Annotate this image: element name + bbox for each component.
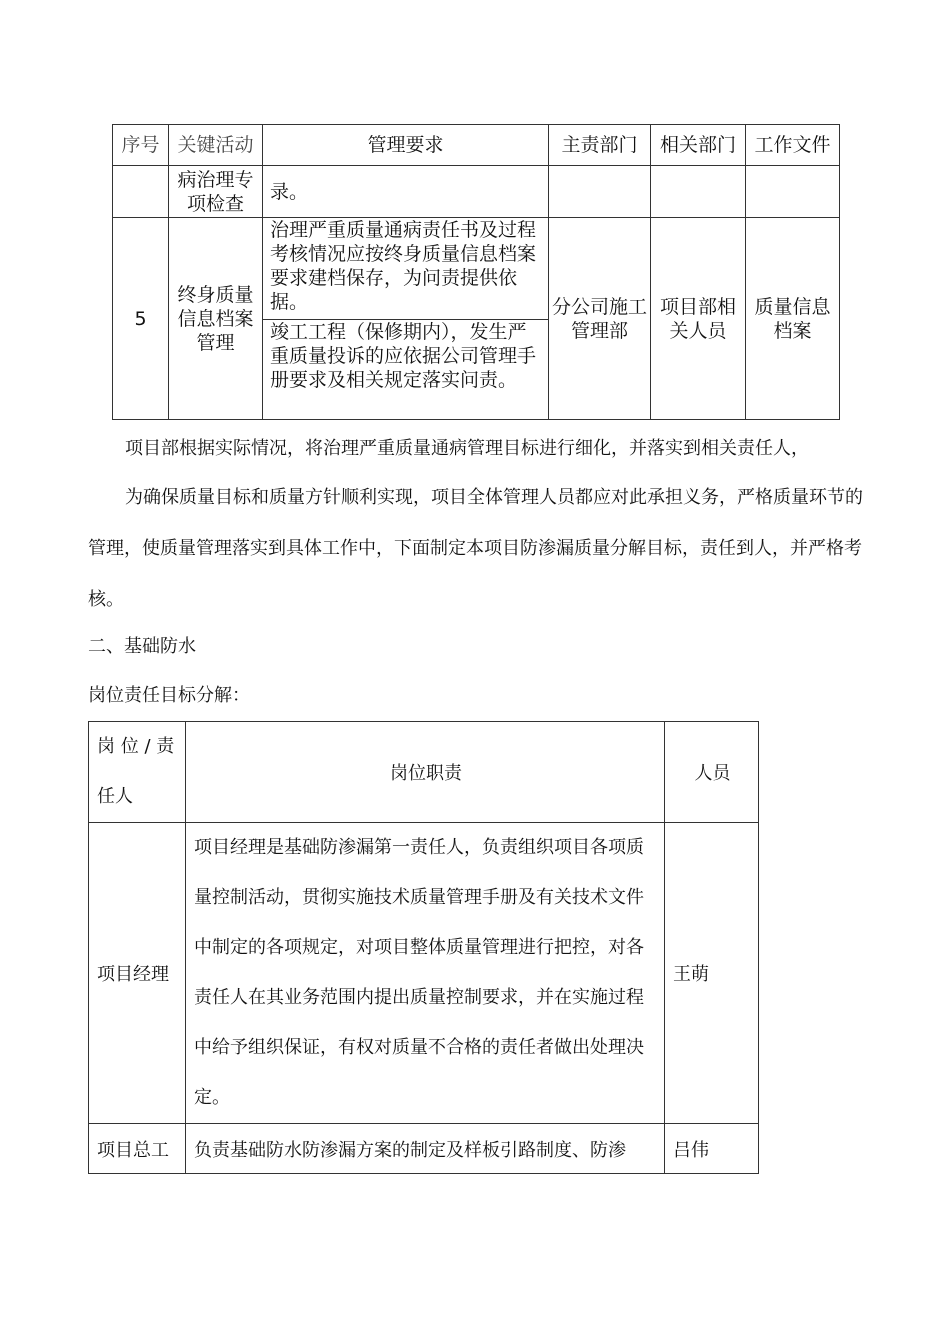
header-serial: 序号 — [113, 125, 169, 166]
cell-role: 项目经理 — [89, 823, 186, 1124]
cell-key-activity: 终身质量信息档案管理 — [169, 218, 263, 420]
header-role: 岗 位 / 责任人 — [89, 722, 186, 823]
header-main-department: 主责部门 — [549, 125, 651, 166]
subheading: 岗位责任目标分解： — [88, 685, 250, 706]
cell-serial: 5 — [113, 218, 169, 420]
header-management-requirement: 管理要求 — [263, 125, 549, 166]
table-row — [89, 823, 759, 1124]
responsibility-table — [88, 721, 759, 1174]
header-key-activity: 关键活动 — [169, 125, 263, 166]
header-work-document: 工作文件 — [746, 125, 840, 166]
quality-management-table — [112, 124, 840, 420]
cell-person: 吕伟 — [665, 1124, 759, 1174]
table-row — [113, 218, 840, 320]
cell-requirement: 录。 — [263, 166, 549, 218]
cell-requirement: 竣工工程（保修期内），发生严重质量投诉的应依据公司管理手册要求及相关规定落实问责。 — [263, 320, 549, 420]
cell-work-document — [746, 166, 840, 218]
table-header-row — [113, 125, 840, 166]
header-related-department: 相关部门 — [651, 125, 746, 166]
cell-requirement: 治理严重质量通病责任书及过程考核情况应按终身质量信息档案要求建档保存，为问责提供依据。 — [263, 218, 549, 320]
cell-person: 王萌 — [665, 823, 759, 1124]
cell-key-activity: 病治理专项检查 — [169, 166, 263, 218]
table-row — [113, 166, 840, 218]
cell-main-department: 分公司施工管理部 — [549, 218, 651, 420]
cell-duty: 项目经理是基础防渗漏第一责任人，负责组织项目各项质量控制活动，贯彻实施技术质量管理手册及有关技术文件中制定的各项规定，对项目整体质量管理进行把控，对各责任人在其业务范围内提出质量控制要求，并在实施过程中给予组织保证，有权对质量不合格的责任者做出处理决定。 — [186, 823, 665, 1124]
cell-work-document: 质量信息档案 — [746, 218, 840, 420]
cell-serial — [113, 166, 169, 218]
paragraph: 项目部根据实际情况，将治理严重质量通病管理目标进行细化，并落实到相关责任人， — [125, 438, 809, 459]
header-duty: 岗位职责 — [186, 722, 665, 823]
table-header-row — [89, 722, 759, 823]
section-heading: 二、基础防水 — [88, 636, 196, 657]
cell-related-department: 项目部相关人员 — [651, 218, 746, 420]
table-row — [89, 1124, 759, 1174]
header-person: 人员 — [665, 722, 759, 823]
paragraph: 为确保质量目标和质量方针顺利实现，项目全体管理人员都应对此承担义务，严格质量环节的管理，使质量管理落实到具体工作中，下面制定本项目防渗漏质量分解目标，责任到人，并严格考核。 — [88, 487, 863, 610]
cell-duty: 负责基础防水防渗漏方案的制定及样板引路制度、防渗 — [186, 1124, 665, 1174]
cell-related-department — [651, 166, 746, 218]
cell-role: 项目总工 — [89, 1124, 186, 1174]
cell-main-department — [549, 166, 651, 218]
